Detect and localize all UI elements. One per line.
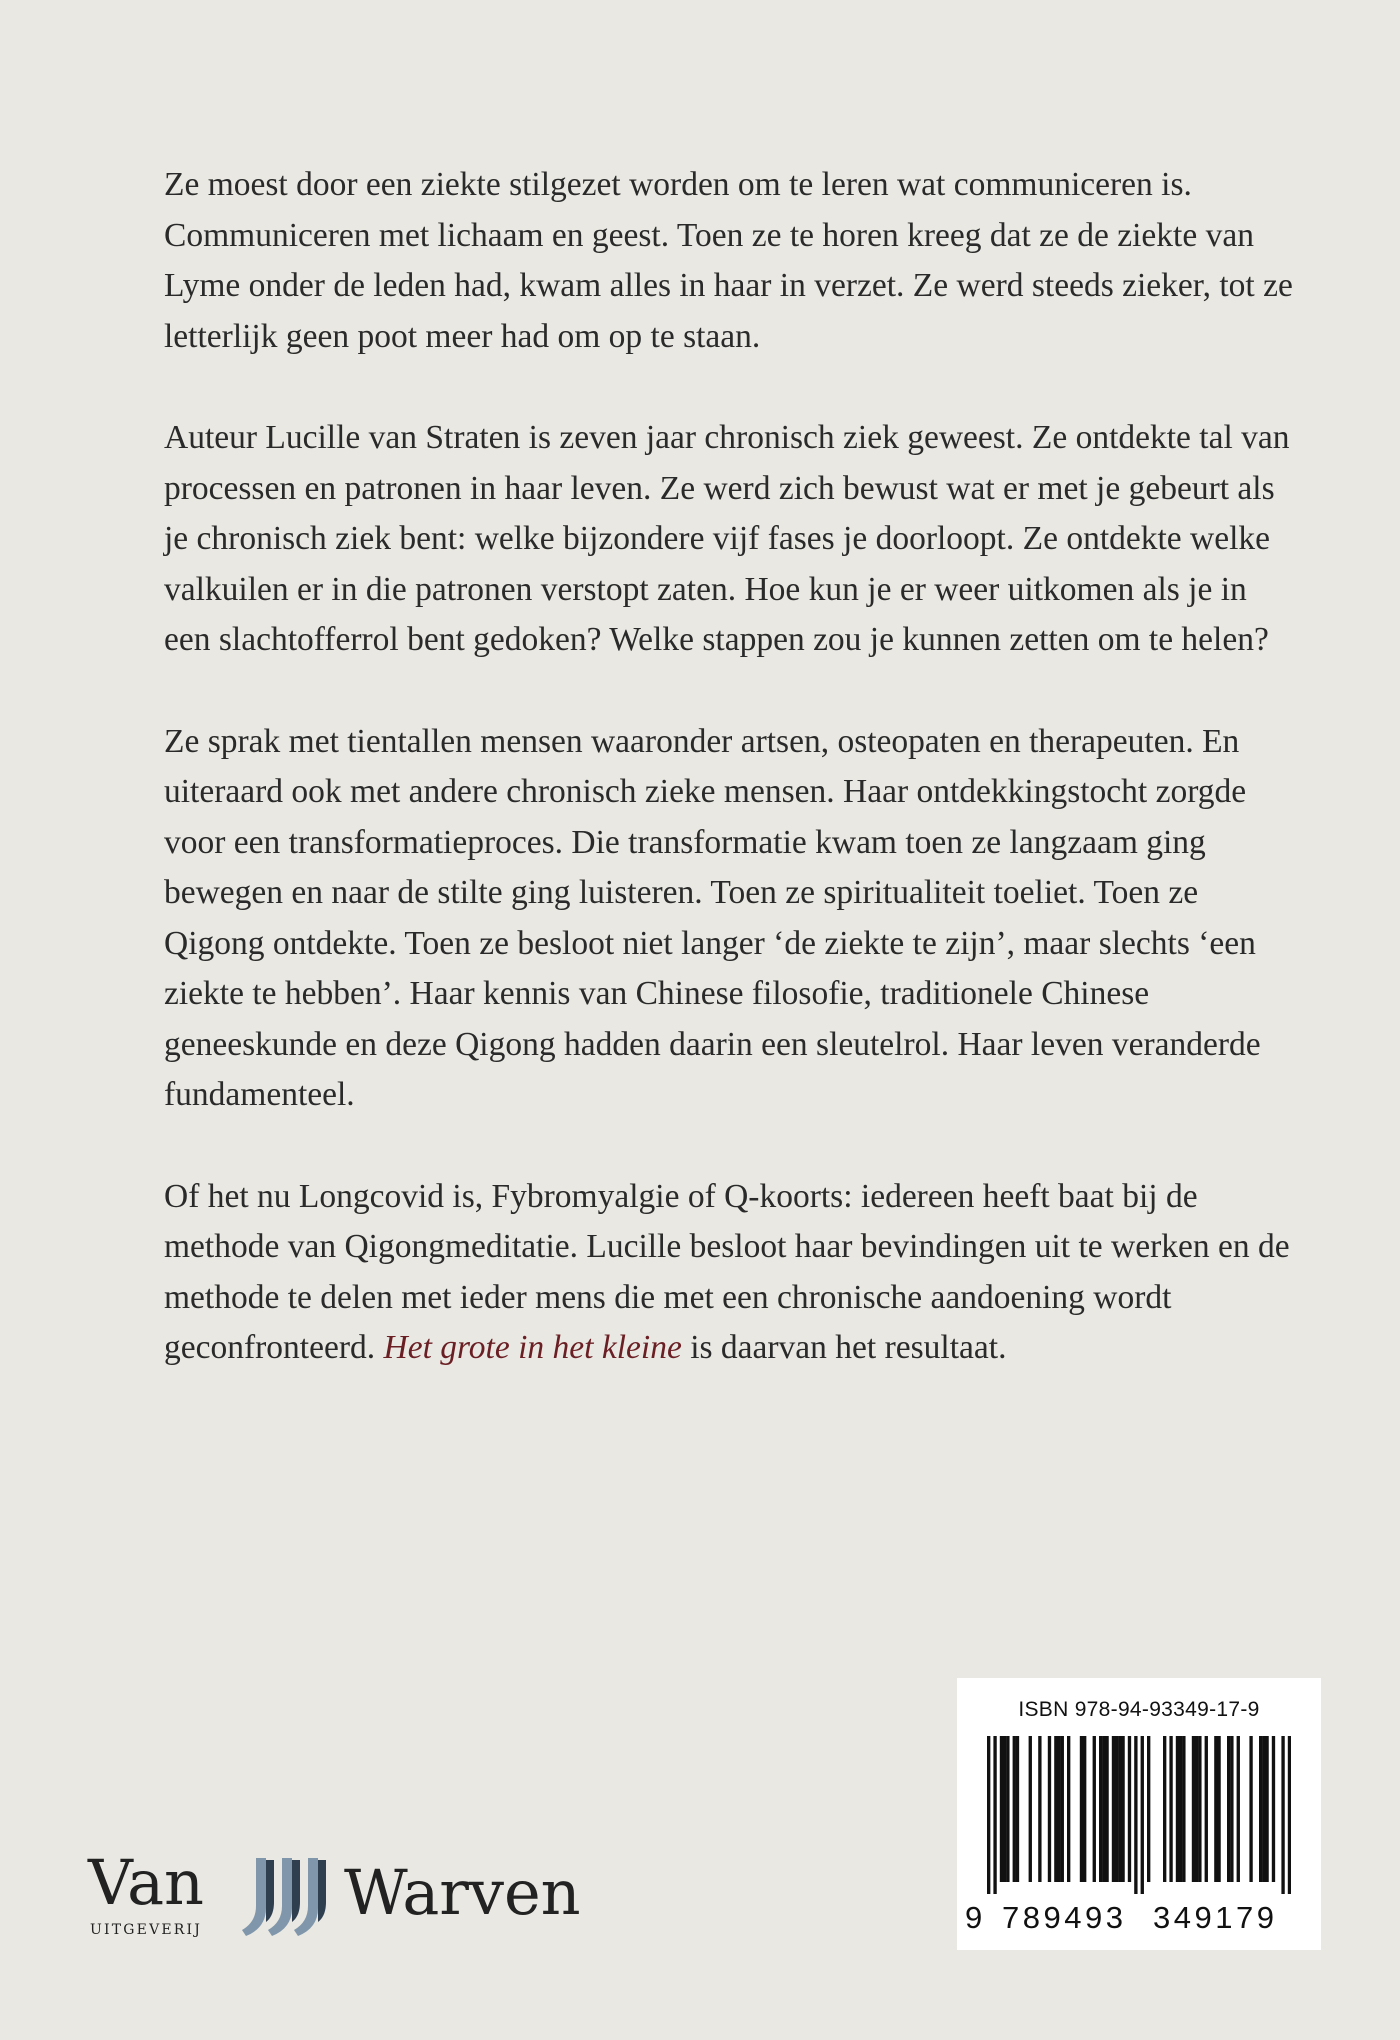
blurb-paragraph-3: Ze sprak met tientallen mensen waaronder artsen, osteopaten en therapeuten. En uiteraard ook met andere chronisch zieke mensen. Haar ontdekkingstocht zorgde voor een transformatieproces. Die transformatie kwam toen ze langzaam ging bewegen en naar de stilte ging luisteren. Toen ze spiritualiteit toeliet. Toen ze Qigong ontdekte. Toen ze besloot niet langer ‘de ziekte te zijn’, maar slechts ‘een ziekte te hebben’. Haar kennis van Chinese filosofie, traditionele Chinese geneeskunde en deze Qigong hadden daarin een sleutelrol. Haar leven veranderde fundamenteel.	[164, 722, 1261, 1113]
isbn-barcode-box	[957, 1678, 1321, 1950]
publisher-logo-mark-icon	[234, 1856, 338, 1938]
isbn-label: ISBN 978-94-93349-17-9	[1018, 1698, 1260, 1721]
back-cover-blurb	[164, 160, 1294, 1374]
publisher-name-van: Van	[88, 1846, 204, 1919]
blurb-paragraph-1: Ze moest door een ziekte stilgezet worden om te leren wat communiceren is. Communiceren met lichaam en geest. Toen ze te horen kreeg dat ze de ziekte van Lyme onder de leden had, kwam alles in haar in verzet. Ze werd steeds zieker, tot ze letterlijk geen poot meer had om op te staan.	[164, 166, 1293, 355]
blurb-paragraph-2: Auteur Lucille van Straten is zeven jaar chronisch ziek geweest. Ze ontdekte tal van processen en patronen in haar leven. Ze werd zich bewust wat er met je gebeurt als je chronisch ziek bent: welke bijzondere vijf fases je doorloopt. Ze ontdekte welke valkuilen er in die patronen verstopt zaten. Hoe kun je er weer uitkomen als je in een slachtofferrol bent gedoken? Welke stappen zou je kunnen zetten om te helen?	[164, 419, 1290, 658]
book-title: Het grote in het kleine	[383, 1329, 682, 1366]
publisher-logo	[88, 1848, 648, 1958]
blurb-paragraph-4	[164, 1172, 1294, 1374]
publisher-name-warven: Warven	[344, 1856, 581, 1929]
barcode-digit-first: 9	[965, 1900, 983, 1935]
barcode-digits-left: 789493	[1002, 1900, 1127, 1935]
blurb-paragraph-4-end: is daarvan het resultaat.	[681, 1329, 1007, 1366]
blurb-paragraph-4-start: Of het nu Longcovid is, Fybromyalgie of Q-koorts: iedereen heeft baat bij de methode van Qigongmeditatie. Lucille besloot haar bevindingen uit te werken en de methode te delen met ieder mens die met een chronische aandoening wordt geconfronteerd.	[164, 1177, 1290, 1366]
barcode-icon	[987, 1736, 1291, 1894]
publisher-subtitle: UITGEVERIJ	[90, 1922, 203, 1938]
barcode-digits-right: 349179	[1153, 1900, 1278, 1935]
